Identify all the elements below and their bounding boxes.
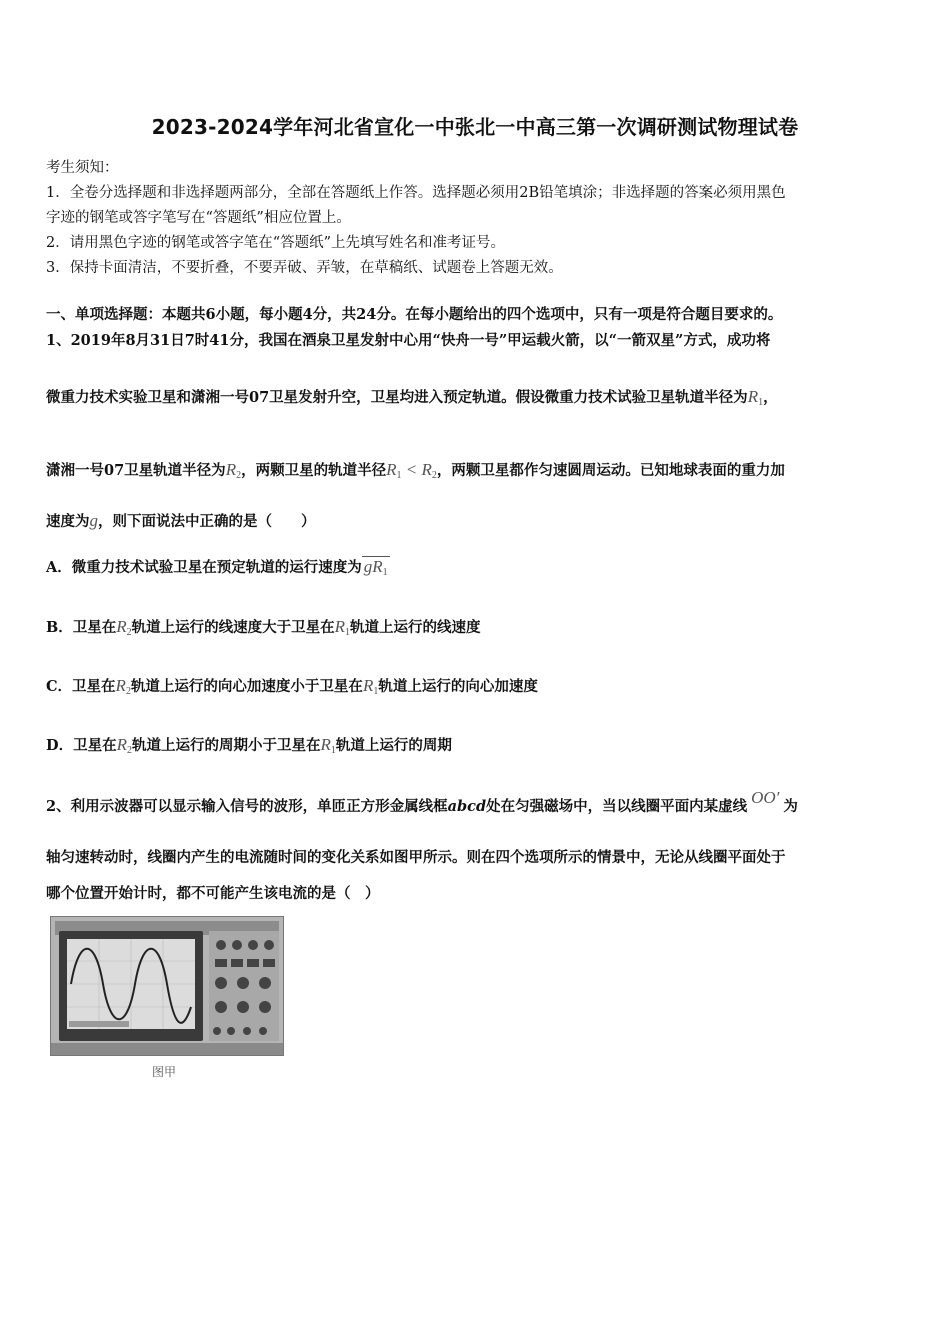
math-r1: $R_1$ xyxy=(334,617,351,638)
notice-heading: 考生须知： xyxy=(46,160,119,176)
math-r2: $R_2$ xyxy=(225,460,242,481)
option-a-text: A．微重力技术试验卫星在预定轨道的运行速度为 xyxy=(46,559,362,576)
option-b-text-3: 轨道上运行的线速度 xyxy=(350,619,481,636)
math-r1-lt-r2: $R_1 < R_2$ xyxy=(386,460,437,481)
math-r2: $R_2$ xyxy=(115,676,131,697)
q1-line-4-text-a: 速度为 xyxy=(46,513,90,530)
option-b-text-2: 轨道上运行的线速度大于卫星在 xyxy=(131,619,335,636)
option-b-text-1: B．卫星在 xyxy=(46,619,117,636)
oscilloscope-image xyxy=(50,916,284,1056)
option-d-text-3: 轨道上运行的周期 xyxy=(335,737,452,754)
q1-line-3-text-c: ，两颗卫星都作匀速圆周运动。已知地球表面的重力加 xyxy=(436,462,785,479)
notice-item-2: 2．请用黑色字迹的钢笔或答字笔在“答题纸”上先填写姓名和准考证号。 xyxy=(46,235,506,251)
figure-caption: 图甲 xyxy=(152,1065,177,1079)
math-sqrt-gr1: $gR_1$ xyxy=(363,557,388,578)
q1-line-4 xyxy=(46,510,316,531)
q1-option-b xyxy=(46,616,481,638)
q2-line-1-text-c: 为 xyxy=(783,798,798,815)
notice-item-3: 3．保持卡面清洁，不要折叠，不要弄破、弄皱，在草稿纸、试题卷上答题无效。 xyxy=(46,260,563,276)
notice-item-1: 1．全卷分选择题和非选择题两部分，全部在答题纸上作答。选择题必须用2B铅笔填涂；非选择题的答案必须用黑色 xyxy=(46,185,786,201)
q1-line-2-text: 微重力技术实验卫星和潇湘一号07卫星发射升空，卫星均进入预定轨道。假设微重力技术试验卫星轨道半径为 xyxy=(46,389,748,406)
q1-line-4-text-b: ，则下面说法中正确的是（ ） xyxy=(98,513,316,530)
math-r1: $R_1$ xyxy=(320,735,336,756)
option-d-text-2: 轨道上运行的周期小于卫星在 xyxy=(131,737,321,754)
q2-line-1-text-b: 处在匀强磁场中，当以线圈平面内某虚线 xyxy=(486,798,748,815)
option-c-text-2: 轨道上运行的向心加速度小于卫星在 xyxy=(130,678,363,695)
q1-option-c xyxy=(46,675,538,697)
q1-option-a xyxy=(46,556,390,578)
q1-line-2-end: ， xyxy=(763,389,778,406)
notice-item-1-cont: 字迹的钢笔或答字笔写在“答题纸”相应位置上。 xyxy=(46,210,351,226)
option-c-text-1: C．卫星在 xyxy=(46,678,116,695)
option-c-text-3: 轨道上运行的向心加速度 xyxy=(378,678,538,695)
q2-line-1 xyxy=(46,788,798,816)
math-r1: $R_1$ xyxy=(362,676,379,697)
q1-line-3 xyxy=(46,459,785,481)
math-r1: $R_1$ xyxy=(747,387,764,408)
section-heading: 一、单项选择题：本题共6小题，每小题4分，共24分。在每小题给出的四个选项中，只有一项是符合题目要求的。 xyxy=(46,306,783,323)
q1-line-3-text-a: 潇湘一号07卫星轨道半径为 xyxy=(46,462,226,479)
abcd-label: abcd xyxy=(447,798,487,815)
oscilloscope-drawing xyxy=(51,917,283,1055)
option-d-text-1: D．卫星在 xyxy=(46,737,117,754)
math-r2: $R_2$ xyxy=(116,617,132,638)
q2-line-3: 哪个位置开始计时，都不可能产生该电流的是（ ） xyxy=(46,885,380,902)
q1-line-3-text-b: ，两颗卫星的轨道半径 xyxy=(241,462,387,479)
math-oo-prime: OO′ xyxy=(751,788,780,807)
page-title: 2023-2024学年河北省宣化一中张北一中高三第一次调研测试物理试卷 xyxy=(151,115,799,139)
q1-option-d xyxy=(46,734,452,756)
q1-line-1: 1、2019年8月31日7时41分，我国在酒泉卫星发射中心用“快舟一号”甲运载火箭，以“一箭双星”方式，成功将 xyxy=(46,332,771,349)
q1-line-2 xyxy=(46,386,778,408)
q2-line-1-text-a: 2、利用示波器可以显示输入信号的波形，单匝正方形金属线框 xyxy=(46,798,448,815)
math-r2: $R_2$ xyxy=(116,735,132,756)
math-g: g xyxy=(89,511,98,530)
q2-line-2: 轴匀速转动时，线圈内产生的电流随时间的变化关系如图甲所示。则在四个选项所示的情景中，无论从线圈平面处于 xyxy=(46,849,786,866)
